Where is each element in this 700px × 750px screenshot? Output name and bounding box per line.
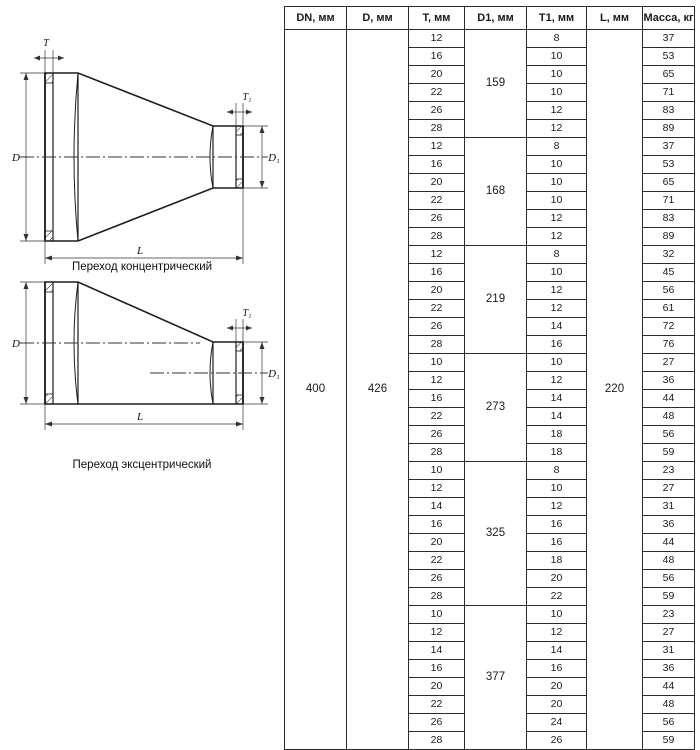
cell-t1: 12 xyxy=(527,498,587,516)
label-L-eccentric: L xyxy=(136,411,144,423)
cell-mass: 32 xyxy=(643,246,695,264)
cell-mass: 27 xyxy=(643,354,695,372)
cell-mass: 56 xyxy=(643,714,695,732)
table-body xyxy=(285,30,695,750)
cell-mass: 31 xyxy=(643,498,695,516)
specification-table xyxy=(284,6,695,750)
label-L-concentric: L xyxy=(136,245,144,257)
cell-t1: 18 xyxy=(527,444,587,462)
cell-t1: 8 xyxy=(527,138,587,156)
cell-t1: 10 xyxy=(527,606,587,624)
cell-t: 28 xyxy=(409,228,465,246)
cell-t1: 12 xyxy=(527,372,587,390)
cell-d1: 325 xyxy=(465,462,527,606)
cell-l: 220 xyxy=(587,30,643,750)
cell-t: 22 xyxy=(409,84,465,102)
cell-mass: 65 xyxy=(643,174,695,192)
cell-mass: 36 xyxy=(643,372,695,390)
cell-t: 26 xyxy=(409,210,465,228)
cell-mass: 71 xyxy=(643,192,695,210)
label-D-eccentric: D xyxy=(12,338,20,350)
cell-mass: 44 xyxy=(643,678,695,696)
cell-t1: 10 xyxy=(527,48,587,66)
cell-t: 20 xyxy=(409,282,465,300)
cell-mass: 89 xyxy=(643,228,695,246)
cell-t1: 10 xyxy=(527,174,587,192)
caption-concentric: Переход концентрический xyxy=(71,261,213,273)
cell-d1: 377 xyxy=(465,606,527,750)
cell-mass: 36 xyxy=(643,660,695,678)
cell-t: 14 xyxy=(409,498,465,516)
cell-t1: 12 xyxy=(527,282,587,300)
cell-t: 28 xyxy=(409,336,465,354)
cell-mass: 56 xyxy=(643,426,695,444)
cell-mass: 59 xyxy=(643,588,695,606)
cell-mass: 44 xyxy=(643,390,695,408)
cell-mass: 37 xyxy=(643,138,695,156)
cell-d1: 273 xyxy=(465,354,527,462)
table-row xyxy=(285,30,695,48)
cell-t1: 8 xyxy=(527,462,587,480)
cell-t: 28 xyxy=(409,732,465,750)
cell-mass: 31 xyxy=(643,642,695,660)
cell-t1: 14 xyxy=(527,318,587,336)
cell-mass: 76 xyxy=(643,336,695,354)
label-D1-eccentric: D₁ xyxy=(268,368,280,380)
cell-mass: 59 xyxy=(643,732,695,750)
cell-t: 12 xyxy=(409,372,465,390)
cell-t1: 16 xyxy=(527,534,587,552)
cell-t: 12 xyxy=(409,246,465,264)
cell-mass: 89 xyxy=(643,120,695,138)
figure-concentric-reducer xyxy=(0,28,284,278)
cell-t1: 10 xyxy=(527,156,587,174)
cell-t1: 12 xyxy=(527,228,587,246)
cell-d1: 168 xyxy=(465,138,527,246)
cell-mass: 23 xyxy=(643,606,695,624)
cell-t1: 20 xyxy=(527,678,587,696)
cell-t1: 16 xyxy=(527,660,587,678)
header-d1: D1, мм xyxy=(465,7,527,30)
cell-mass: 27 xyxy=(643,480,695,498)
cell-mass: 44 xyxy=(643,534,695,552)
cell-mass: 37 xyxy=(643,30,695,48)
cell-t1: 10 xyxy=(527,264,587,282)
cell-t1: 12 xyxy=(527,624,587,642)
cell-t: 22 xyxy=(409,408,465,426)
cell-t: 10 xyxy=(409,606,465,624)
cell-mass: 65 xyxy=(643,66,695,84)
label-T1-eccentric: T₁ xyxy=(242,308,252,319)
header-mass: Масса, кг xyxy=(643,7,695,30)
cell-t: 16 xyxy=(409,48,465,66)
cell-t: 28 xyxy=(409,120,465,138)
concentric-drawing-svg xyxy=(0,28,284,278)
eccentric-drawing-svg xyxy=(0,272,284,522)
cell-t: 28 xyxy=(409,444,465,462)
cell-t: 20 xyxy=(409,678,465,696)
cell-t1: 26 xyxy=(527,732,587,750)
cell-mass: 23 xyxy=(643,462,695,480)
cell-t1: 10 xyxy=(527,192,587,210)
cell-t: 26 xyxy=(409,570,465,588)
cell-t1: 16 xyxy=(527,516,587,534)
cell-t: 10 xyxy=(409,354,465,372)
cell-t1: 24 xyxy=(527,714,587,732)
header-t: T, мм xyxy=(409,7,465,30)
cell-t: 20 xyxy=(409,66,465,84)
cell-mass: 59 xyxy=(643,444,695,462)
label-T1-concentric: T₁ xyxy=(242,92,252,103)
specification-table-wrap xyxy=(284,6,696,750)
cell-mass: 83 xyxy=(643,210,695,228)
cell-t: 22 xyxy=(409,552,465,570)
cell-mass: 48 xyxy=(643,696,695,714)
cell-t: 12 xyxy=(409,30,465,48)
cell-t: 28 xyxy=(409,588,465,606)
cell-dn: 400 xyxy=(285,30,347,750)
cell-t: 16 xyxy=(409,660,465,678)
label-D1-concentric: D₁ xyxy=(268,152,280,164)
cell-t: 10 xyxy=(409,462,465,480)
cell-mass: 48 xyxy=(643,408,695,426)
header-t1: T1, мм xyxy=(527,7,587,30)
cell-t: 22 xyxy=(409,696,465,714)
header-l: L, мм xyxy=(587,7,643,30)
cell-mass: 72 xyxy=(643,318,695,336)
figure-eccentric-reducer xyxy=(0,272,284,522)
cell-mass: 36 xyxy=(643,516,695,534)
cell-t1: 10 xyxy=(527,354,587,372)
cell-t1: 8 xyxy=(527,30,587,48)
header-dn: DN, мм xyxy=(285,7,347,30)
cell-t: 20 xyxy=(409,534,465,552)
cell-t1: 14 xyxy=(527,408,587,426)
cell-t1: 12 xyxy=(527,102,587,120)
cell-mass: 27 xyxy=(643,624,695,642)
cell-t1: 10 xyxy=(527,66,587,84)
cell-t: 26 xyxy=(409,714,465,732)
cell-d1: 159 xyxy=(465,30,527,138)
cell-t1: 20 xyxy=(527,570,587,588)
label-D-concentric: D xyxy=(12,152,20,164)
cell-mass: 56 xyxy=(643,282,695,300)
cell-t1: 10 xyxy=(527,84,587,102)
cell-t: 26 xyxy=(409,318,465,336)
cell-mass: 71 xyxy=(643,84,695,102)
cell-t1: 14 xyxy=(527,390,587,408)
cell-t: 16 xyxy=(409,516,465,534)
drawings-panel xyxy=(0,0,284,524)
cell-t: 16 xyxy=(409,156,465,174)
header-d: D, мм xyxy=(347,7,409,30)
cell-t: 16 xyxy=(409,264,465,282)
label-T-concentric: T xyxy=(43,38,49,49)
cell-t: 12 xyxy=(409,138,465,156)
cell-t: 22 xyxy=(409,300,465,318)
cell-t1: 10 xyxy=(527,480,587,498)
cell-t: 26 xyxy=(409,426,465,444)
cell-t1: 18 xyxy=(527,552,587,570)
cell-mass: 61 xyxy=(643,300,695,318)
cell-t: 12 xyxy=(409,624,465,642)
cell-t1: 12 xyxy=(527,210,587,228)
cell-mass: 83 xyxy=(643,102,695,120)
cell-t1: 18 xyxy=(527,426,587,444)
cell-d1: 219 xyxy=(465,246,527,354)
cell-t1: 8 xyxy=(527,246,587,264)
cell-mass: 48 xyxy=(643,552,695,570)
cell-mass: 56 xyxy=(643,570,695,588)
caption-eccentric: Переход эксцентрический xyxy=(72,459,212,471)
cell-mass: 53 xyxy=(643,156,695,174)
cell-mass: 53 xyxy=(643,48,695,66)
cell-t: 26 xyxy=(409,102,465,120)
cell-t: 12 xyxy=(409,480,465,498)
cell-t1: 12 xyxy=(527,300,587,318)
cell-mass: 45 xyxy=(643,264,695,282)
cell-t: 22 xyxy=(409,192,465,210)
cell-t1: 16 xyxy=(527,336,587,354)
cell-t1: 20 xyxy=(527,696,587,714)
table-header-row xyxy=(285,7,695,30)
cell-t1: 22 xyxy=(527,588,587,606)
cell-d: 426 xyxy=(347,30,409,750)
cell-t1: 12 xyxy=(527,120,587,138)
cell-t1: 14 xyxy=(527,642,587,660)
cell-t: 16 xyxy=(409,390,465,408)
cell-t: 14 xyxy=(409,642,465,660)
cell-t: 20 xyxy=(409,174,465,192)
